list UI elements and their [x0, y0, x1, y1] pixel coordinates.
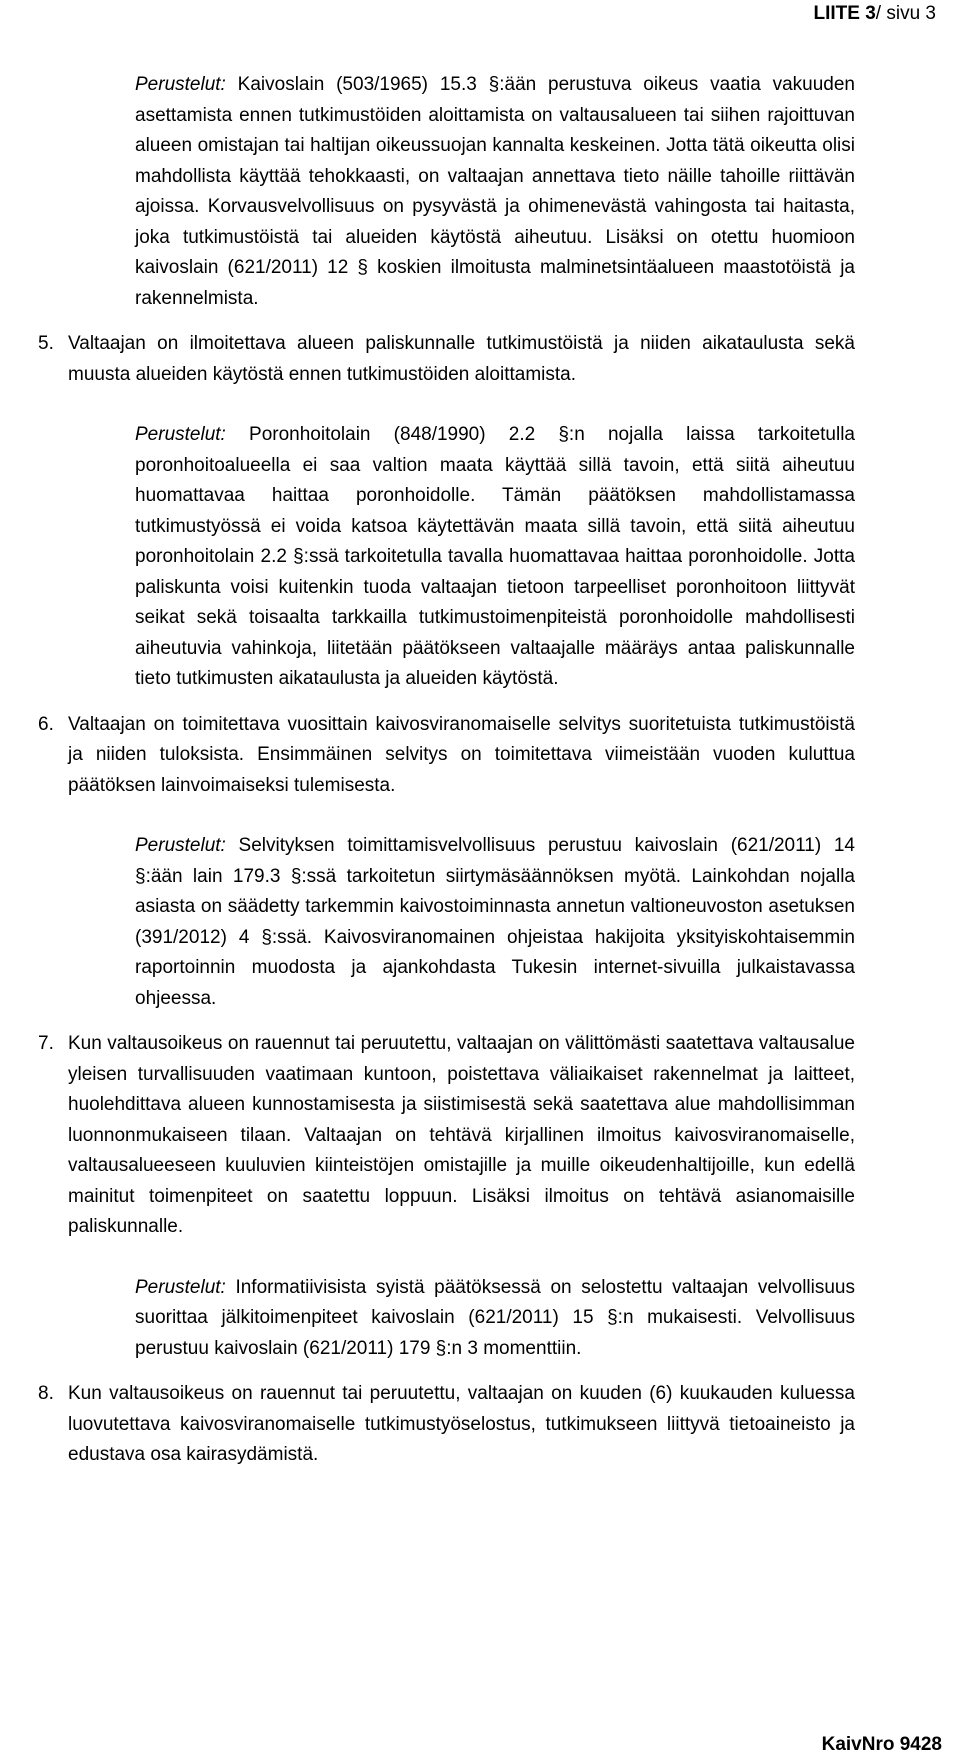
item-text: Valtaajan on ilmoitettava alueen paliskunnalle tutkimustöistä ja niiden aikataulusta sekä muusta alueiden käytöstä ennen tutkimustöiden aloittamista. [68, 333, 855, 385]
item-text: Kun valtausoikeus on rauennut tai peruutettu, valtaajan on kuuden (6) kuukauden kuluessa luovutettava kaivosviranomaiselle tutkimustyöselostus, tutkimukseen liittyvä tietoaineisto ja edustava osa kairasydämistä. [68, 1383, 855, 1465]
item-number: 6. [38, 713, 54, 735]
rationale-text: Poronhoitolain (848/1990) 2.2 §:n nojalla laissa tarkoitetulla poronhoitoalueella ei saa valtion maata käyttää sillä tavoin, että siitä aiheutuu huomattavaa haittaa poronhoidolle. Tämän päätöksen mahdollistamassa tutkimustyössä ei voida katsoa käytettävän maata sillä tavoin, että siitä aiheutuu poronhoitolain 2.2 §:ssä tarkoitetulla tavalla huomattavaa haittaa poronhoidolle. Jotta paliskunta voisi kuitenkin tuoda valtaajan tietoon tarpeelliset poronhoitoon liittyvät seikat sekä toisaalta tarkkailla tutkimustoimenpiteistä poronhoidolle mahdollisesti aiheutuvia vahinkoja, liitetään päätökseen valtaajalle määräys antaa paliskunnalle tieto tutkimusten aikataulusta ja alueiden käytöstä. [135, 424, 855, 689]
rationale-label: Perustelut: [135, 835, 226, 856]
item-number: 7. [38, 1033, 54, 1054]
page-number: sivu 3 [881, 3, 936, 24]
rationale-text: Informatiivisista syistä päätöksessä on selostettu valtaajan velvollisuus suorittaa jälkitoimenpiteet kaivoslain (621/2011) 15 §:n mukaisesti. Velvollisuus perustuu kaivoslain (621/2011) 179 §:n 3 momenttiin. [135, 1276, 855, 1359]
list-item-6 [38, 710, 855, 802]
document-body [38, 70, 855, 1471]
document-reference: KaivNro 9428 [821, 1734, 942, 1755]
page-header [814, 2, 937, 26]
header-separator: / [875, 3, 882, 24]
list-item-8 [38, 1379, 855, 1471]
rationale-label: Perustelut: [135, 1276, 226, 1298]
item-number: 5. [38, 333, 54, 354]
rationale-label: Perustelut: [135, 74, 226, 95]
rationale-text: Kaivoslain (503/1965) 15.3 §:ään perustuva oikeus vaatia vakuuden asettamista ennen tutkimustöiden aloittamista on valtausalueen tai siihen rajoittuvan alueen omistajan tai haltijan oikeussuojan kannalta keskeinen. Jotta tätä oikeutta olisi mahdollista käyttää tehokkaasti, on valtaajan annettava tieto näille tahoille riittävän ajoissa. Korvausvelvollisuus on pysyvästä ja ohimenevästä vahingosta tai haitasta, joka tutkimustöistä tai alueiden käytöstä aiheutuu. Lisäksi on otettu huomioon kaivoslain (621/2011) 12 § koskien ilmoitusta malminetsintäalueen maastotöistä ja rakennelmista. [135, 74, 856, 309]
rationale-text: Selvityksen toimittamisvelvollisuus perustuu kaivoslain (621/2011) 14 §:ään lain 179.3 §:ssä tarkoitetun siirtymäsäännöksen myötä. Lainkohdan nojalla asiasta on säädetty tarkemmin kaivostoiminnasta annetun valtioneuvoston asetuksen (391/2012) 4 §:ssä. Kaivosviranomainen ohjeistaa hakijoita yksityiskohtaisemmin raportoinnin muodosta ja ajankohdasta Tukesin internet-sivuilla julkaistavassa ohjeessa. [135, 835, 856, 1009]
intro-rationale [135, 70, 855, 314]
item-6-rationale [135, 831, 855, 1014]
item-text: Kun valtausoikeus on rauennut tai peruutettu, valtaajan on välittömästi saatettava valtausalue yleisen turvallisuuden vaatimaan kuntoon, poistettava väliaikaiset rakennelmat ja laitteet, huolehdittava alueen kunnostamisesta ja siistimisestä sekä saatettava alue mahdollisimman luonnonmukaiseen tilaan. Valtaajan on tehtävä kirjallinen ilmoitus kaivosviranomaiselle, valtausalueeseen kuuluvien kiinteistöjen omistajille ja muille oikeudenhaltijoille, kun edellä mainitut toimenpiteet on saatettu loppuun. Lisäksi ilmoitus on tehtävä asianomaisille paliskunnalle. [68, 1033, 855, 1237]
rationale-label: Perustelut: [135, 424, 226, 445]
item-7-rationale [135, 1273, 855, 1365]
item-5-rationale [135, 420, 855, 695]
item-text: Valtaajan on toimitettava vuosittain kaivosviranomaiselle selvitys suoritetuista tutkimustöistä ja niiden tuloksista. Ensimmäinen selvitys on toimitettava viimeistään vuoden kuluttua päätöksen lainvoimaiseksi tulemisesta. [68, 713, 855, 796]
item-number: 8. [38, 1383, 54, 1404]
list-item-5 [38, 329, 855, 390]
attachment-label: LIITE 3 [813, 3, 876, 24]
list-item-7 [38, 1029, 855, 1243]
